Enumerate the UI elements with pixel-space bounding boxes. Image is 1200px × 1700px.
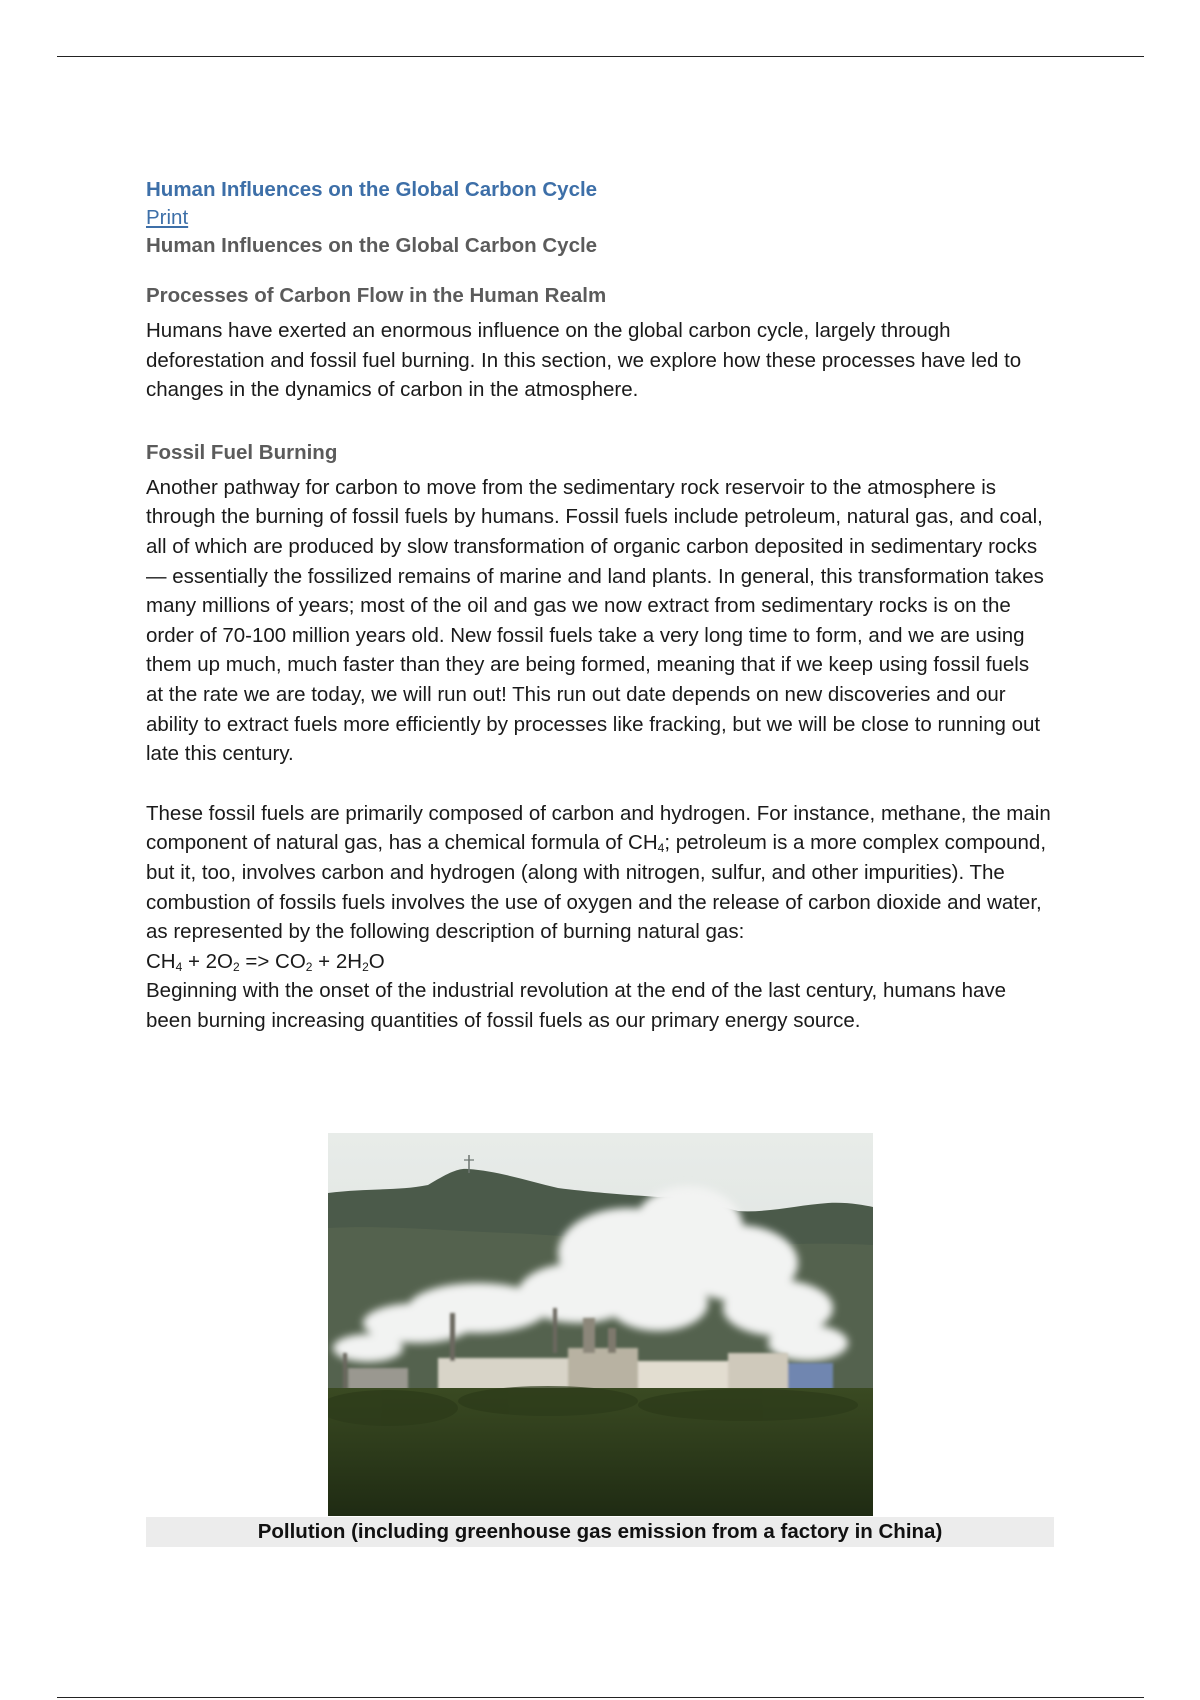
section-paragraph: Humans have exerted an enormous influence on the global carbon cycle, largely through deforestation and fossil fuel burning. In this section, we explore how these processes have led to changes in the dynamics of carbon in the atmosphere. bbox=[146, 319, 1022, 402]
combustion-equation: $CH_4 + 2O_2 => CO_2 + 2H_2O$ bbox=[146, 949, 385, 974]
page-title: Human Influences on the Global Carbon Cycle bbox=[146, 178, 598, 201]
section-heading-processes: Processes of Carbon Flow in the Human Realm bbox=[146, 284, 607, 307]
figure-caption: Pollution (including greenhouse gas emission from a factory in China) bbox=[146, 1517, 1054, 1547]
top-rule bbox=[57, 56, 1144, 57]
paragraph-fossil-fuels: Another pathway for carbon to move from the sedimentary rock reservoir to the atmosphere is through the burning of fossil fuels by humans. Fossil fuels include petroleum, natural gas, and coal, all of which are produced by slow transformation of organic carbon deposited in sedimentary rocks — essentially the fossilized remains of marine and land plants. In general, this transformation takes many millions of years; most of the oil and gas we now extract from sedimentary rocks is on the order of 70-100 million years old. New fossil fuels take a very long time to form, and we are using them up much, much faster than they are being formed, meaning that if we keep using fossil fuels at the rate we are today, we will run out! This run out date depends on new discoveries and our ability to extract fuels more efficiently by processes like fracking, but we will be close to running out late this century. bbox=[146, 475, 1044, 766]
factory-pollution-photo bbox=[328, 1133, 873, 1516]
section-heading-fossil-fuel: Fossil Fuel Burning bbox=[146, 440, 338, 464]
paragraph-industrial-revolution: Beginning with the onset of the industrial revolution at the end of the last century, humans have been burning increasing quantities of fossil fuels as our primary energy source. bbox=[146, 979, 1007, 1032]
bottom-rule bbox=[57, 1697, 1144, 1698]
document-body bbox=[146, 176, 1051, 1035]
page-subtitle: Human Influences on the Global Carbon Cycle bbox=[146, 234, 598, 257]
paragraph-composition: These fossil fuels are primarily composed of carbon and hydrogen. For instance, methane, the main component of natural gas, has a chemical formula of $CH_4$; petroleum is a more complex compound, but it, too, involves carbon and hydrogen (along with nitrogen, sulfur, and other impurities). The combustion of fossils fuels involves the use of oxygen and the release of carbon dioxide and water, as represented by the following description of burning natural gas: bbox=[146, 801, 1051, 944]
print-link[interactable]: Print bbox=[146, 206, 189, 229]
